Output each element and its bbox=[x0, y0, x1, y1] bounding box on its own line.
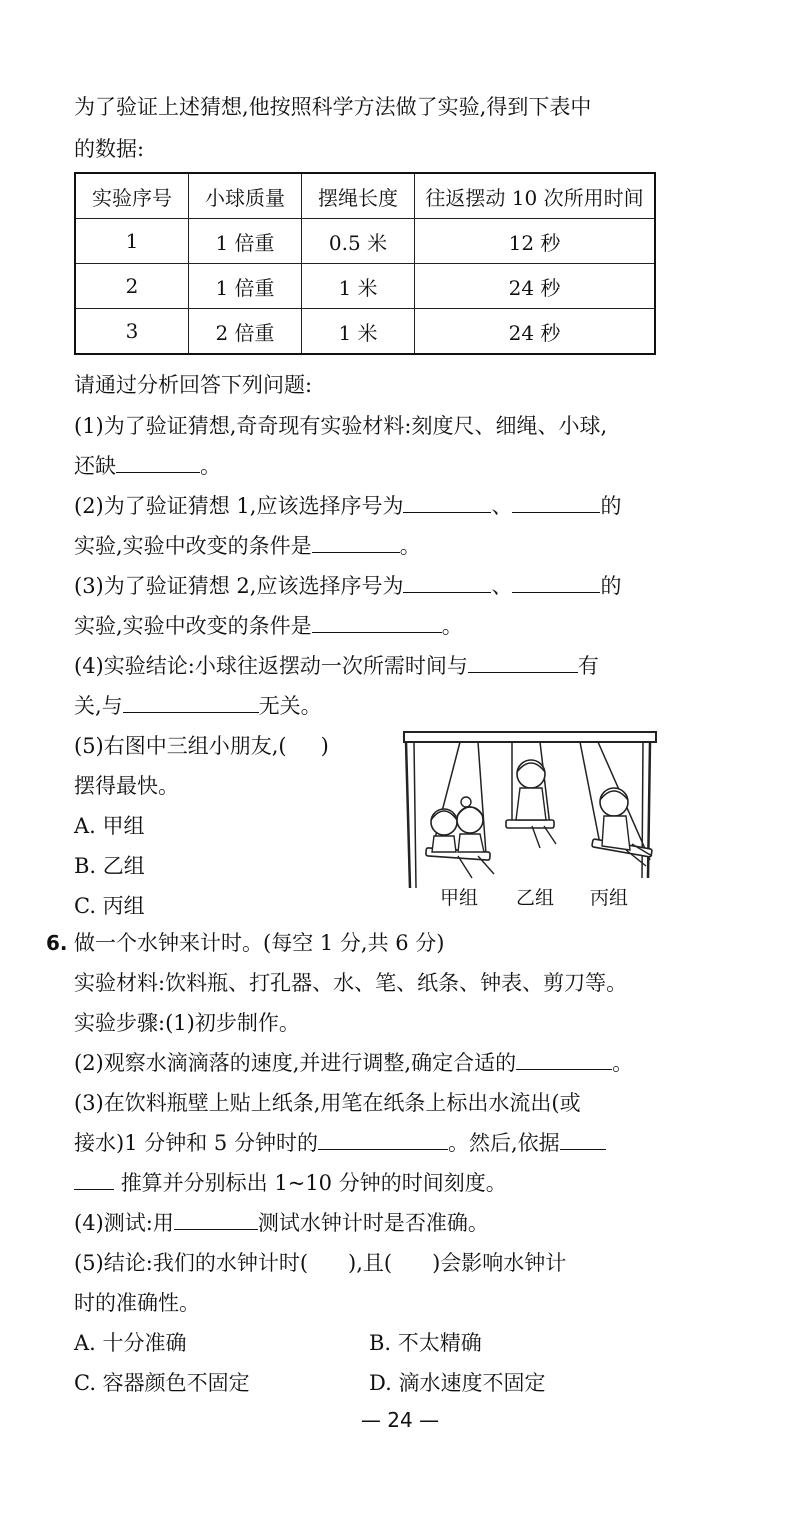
table-header-row bbox=[75, 173, 655, 219]
figure-label-group-a: 甲组 bbox=[440, 887, 479, 909]
option-a: A. 甲组 bbox=[74, 814, 145, 838]
answer-blank-test-tool[interactable] bbox=[174, 1209, 258, 1230]
experiment-table bbox=[74, 172, 656, 355]
step-5-cont: 时的准确性。 bbox=[74, 1291, 200, 1315]
table-cell: 1 米 bbox=[302, 264, 415, 309]
answer-blank-unrelated-factor[interactable] bbox=[123, 692, 259, 713]
answer-blank-marks[interactable] bbox=[318, 1129, 448, 1150]
answer-blank-q2-condition[interactable] bbox=[312, 532, 400, 553]
table-cell: 1 米 bbox=[302, 309, 415, 355]
table-cell: 1 倍重 bbox=[189, 219, 302, 264]
options-row-1 bbox=[74, 1328, 664, 1358]
step-1: 实验步骤:(1)初步制作。 bbox=[74, 1011, 300, 1035]
sub-question-5-cont: 摆得最快。 bbox=[74, 774, 179, 798]
table-row bbox=[75, 219, 655, 264]
sub-question-4-cont: 关,与 无关。 bbox=[74, 694, 322, 718]
sub-question-1: (1)为了验证猜想,奇奇现有实验材料:刻度尺、细绳、小球, bbox=[74, 414, 608, 438]
table-cell: 1 bbox=[75, 219, 189, 264]
step-3-cont: 接水)1 分钟和 5 分钟时的 。然后,依据 bbox=[74, 1128, 664, 1158]
table-cell: 12 秒 bbox=[415, 219, 656, 264]
sub-question-2: (2)为了验证猜想 1,应该选择序号为 、 的 bbox=[74, 494, 622, 518]
answer-blank-basis[interactable] bbox=[560, 1129, 606, 1150]
page-number: — 24 — bbox=[360, 1408, 440, 1432]
option-a: A. 十分准确 bbox=[74, 1331, 187, 1355]
answer-blank-q3-first[interactable] bbox=[403, 572, 491, 593]
answer-blank-basis-cont[interactable] bbox=[74, 1169, 114, 1190]
materials-line: 实验材料:饮料瓶、打孔器、水、笔、纸条、钟表、剪刀等。 bbox=[74, 971, 628, 995]
table-header-cell: 实验序号 bbox=[75, 173, 189, 219]
sub-question-3-cont: 实验,实验中改变的条件是 。 bbox=[74, 614, 463, 638]
table-header-cell: 摆绳长度 bbox=[302, 173, 415, 219]
answer-blank-q3-second[interactable] bbox=[512, 572, 600, 593]
step-2: (2)观察水滴滴落的速度,并进行调整,确定合适的 。 bbox=[74, 1051, 634, 1075]
figure-label-group-c: 丙组 bbox=[590, 887, 629, 909]
answer-blank-q2-second[interactable] bbox=[512, 492, 600, 513]
answer-blank-q2-first[interactable] bbox=[403, 492, 491, 513]
intro-line-2: 的数据: bbox=[74, 137, 145, 161]
step-4: (4)测试:用 测试水钟计时是否准确。 bbox=[74, 1211, 489, 1235]
question-6-title: 做一个水钟来计时。(每空 1 分,共 6 分) bbox=[74, 931, 445, 955]
figure-label-group-b: 乙组 bbox=[516, 887, 555, 909]
answer-blank-missing-material[interactable] bbox=[116, 452, 200, 473]
option-c: C. 丙组 bbox=[74, 894, 145, 918]
table-header-cell: 小球质量 bbox=[189, 173, 302, 219]
option-b: B. 不太精确 bbox=[369, 1331, 482, 1355]
table-cell: 1 倍重 bbox=[189, 264, 302, 309]
sub-question-2-cont: 实验,实验中改变的条件是 。 bbox=[74, 534, 421, 558]
table-row bbox=[75, 264, 655, 309]
answer-blank-related-factor[interactable] bbox=[468, 652, 578, 673]
question-prompt: 请通过分析回答下列问题: bbox=[74, 373, 313, 397]
table-cell: 2 bbox=[75, 264, 189, 309]
step-3-cont2: 推算并分别标出 1~10 分钟的时间刻度。 bbox=[74, 1168, 664, 1198]
table-cell: 24 秒 bbox=[415, 309, 656, 355]
question-number: 6. bbox=[46, 931, 68, 955]
step-5: (5)结论:我们的水钟计时( ),且( )会影响水钟计 bbox=[74, 1251, 567, 1275]
options-row-2 bbox=[74, 1368, 664, 1398]
answer-blank-drip-speed[interactable] bbox=[516, 1049, 612, 1070]
sub-question-1-cont: 还缺 。 bbox=[74, 454, 221, 478]
option-d: D. 滴水速度不固定 bbox=[369, 1371, 546, 1395]
option-c: C. 容器颜色不固定 bbox=[74, 1371, 250, 1395]
table-cell: 3 bbox=[75, 309, 189, 355]
option-b: B. 乙组 bbox=[74, 854, 145, 878]
table-cell: 24 秒 bbox=[415, 264, 656, 309]
table-row bbox=[75, 309, 655, 355]
intro-line-1: 为了验证上述猜想,他按照科学方法做了实验,得到下表中 bbox=[74, 95, 592, 119]
answer-blank-q3-condition[interactable] bbox=[312, 612, 442, 633]
step-3: (3)在饮料瓶壁上贴上纸条,用笔在纸条上标出水流出(或 bbox=[74, 1091, 581, 1115]
table-header-cell: 往返摆动 10 次所用时间 bbox=[415, 173, 656, 219]
table-cell: 2 倍重 bbox=[189, 309, 302, 355]
sub-question-4: (4)实验结论:小球往返摆动一次所需时间与 有 bbox=[74, 654, 599, 678]
sub-question-3: (3)为了验证猜想 2,应该选择序号为 、 的 bbox=[74, 574, 622, 598]
table-cell: 0.5 米 bbox=[302, 219, 415, 264]
sub-question-5: (5)右图中三组小朋友,( ) bbox=[74, 734, 329, 758]
